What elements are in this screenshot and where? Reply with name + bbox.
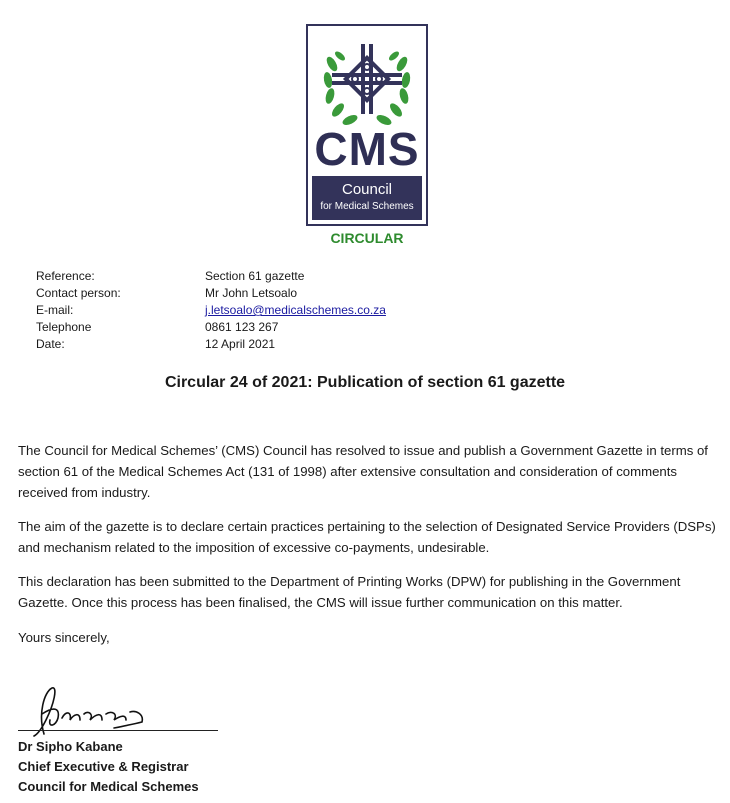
signature-line xyxy=(18,730,218,731)
closing-salutation: Yours sincerely, xyxy=(18,630,110,645)
body-paragraph: The aim of the gazette is to declare certain practices pertaining to the selection of Designated Service Providers (DSPs) and mechanism related to the imposition of excessive co-payments, undesirable. xyxy=(18,519,716,555)
body-paragraph: This declaration has been submitted to the Department of Printing Works (DPW) for publishing in the Government Gazette. Once this process has been finalised, the CMS will issue further communication on this matter. xyxy=(18,574,681,610)
detail-value: Section 61 gazette xyxy=(205,269,305,283)
detail-value: 0861 123 267 xyxy=(205,320,279,334)
signatory-organisation: Council for Medical Schemes xyxy=(18,779,199,794)
detail-value: 12 April 2021 xyxy=(205,337,276,351)
body-paragraph: The Council for Medical Schemes’ (CMS) Council has resolved to issue and publish a Government Gazette in terms of section 61 of the Medical Schemes Act (131 of 1998) after extensive consultation and consideration of comments received from industry. xyxy=(18,443,708,500)
logo-acronym: CMS xyxy=(314,123,420,175)
signatory-title: Chief Executive & Registrar xyxy=(18,759,189,774)
detail-label: Contact person: xyxy=(36,286,121,300)
logo-name-band xyxy=(312,176,422,220)
logo-name-line1: Council xyxy=(341,181,393,198)
handwritten-signature xyxy=(14,684,164,742)
cms-emblem-icon xyxy=(318,34,416,132)
signatory-block xyxy=(18,737,199,797)
circular-title: Circular 24 of 2021: Publication of section 61 gazette xyxy=(164,374,566,391)
detail-label: Reference: xyxy=(36,269,95,283)
detail-label: Telephone xyxy=(36,320,92,334)
email-link[interactable]: j.letsoalo@medicalschemes.co.za xyxy=(205,303,386,317)
detail-label: E-mail: xyxy=(36,303,74,317)
circular-label: CIRCULAR xyxy=(330,230,404,246)
cms-logo xyxy=(306,24,428,226)
logo-name-line2: for Medical Schemes xyxy=(320,201,414,212)
detail-label: Date: xyxy=(36,337,65,351)
signatory-name: Dr Sipho Kabane xyxy=(18,739,123,754)
detail-value: Mr John Letsoalo xyxy=(205,286,298,300)
